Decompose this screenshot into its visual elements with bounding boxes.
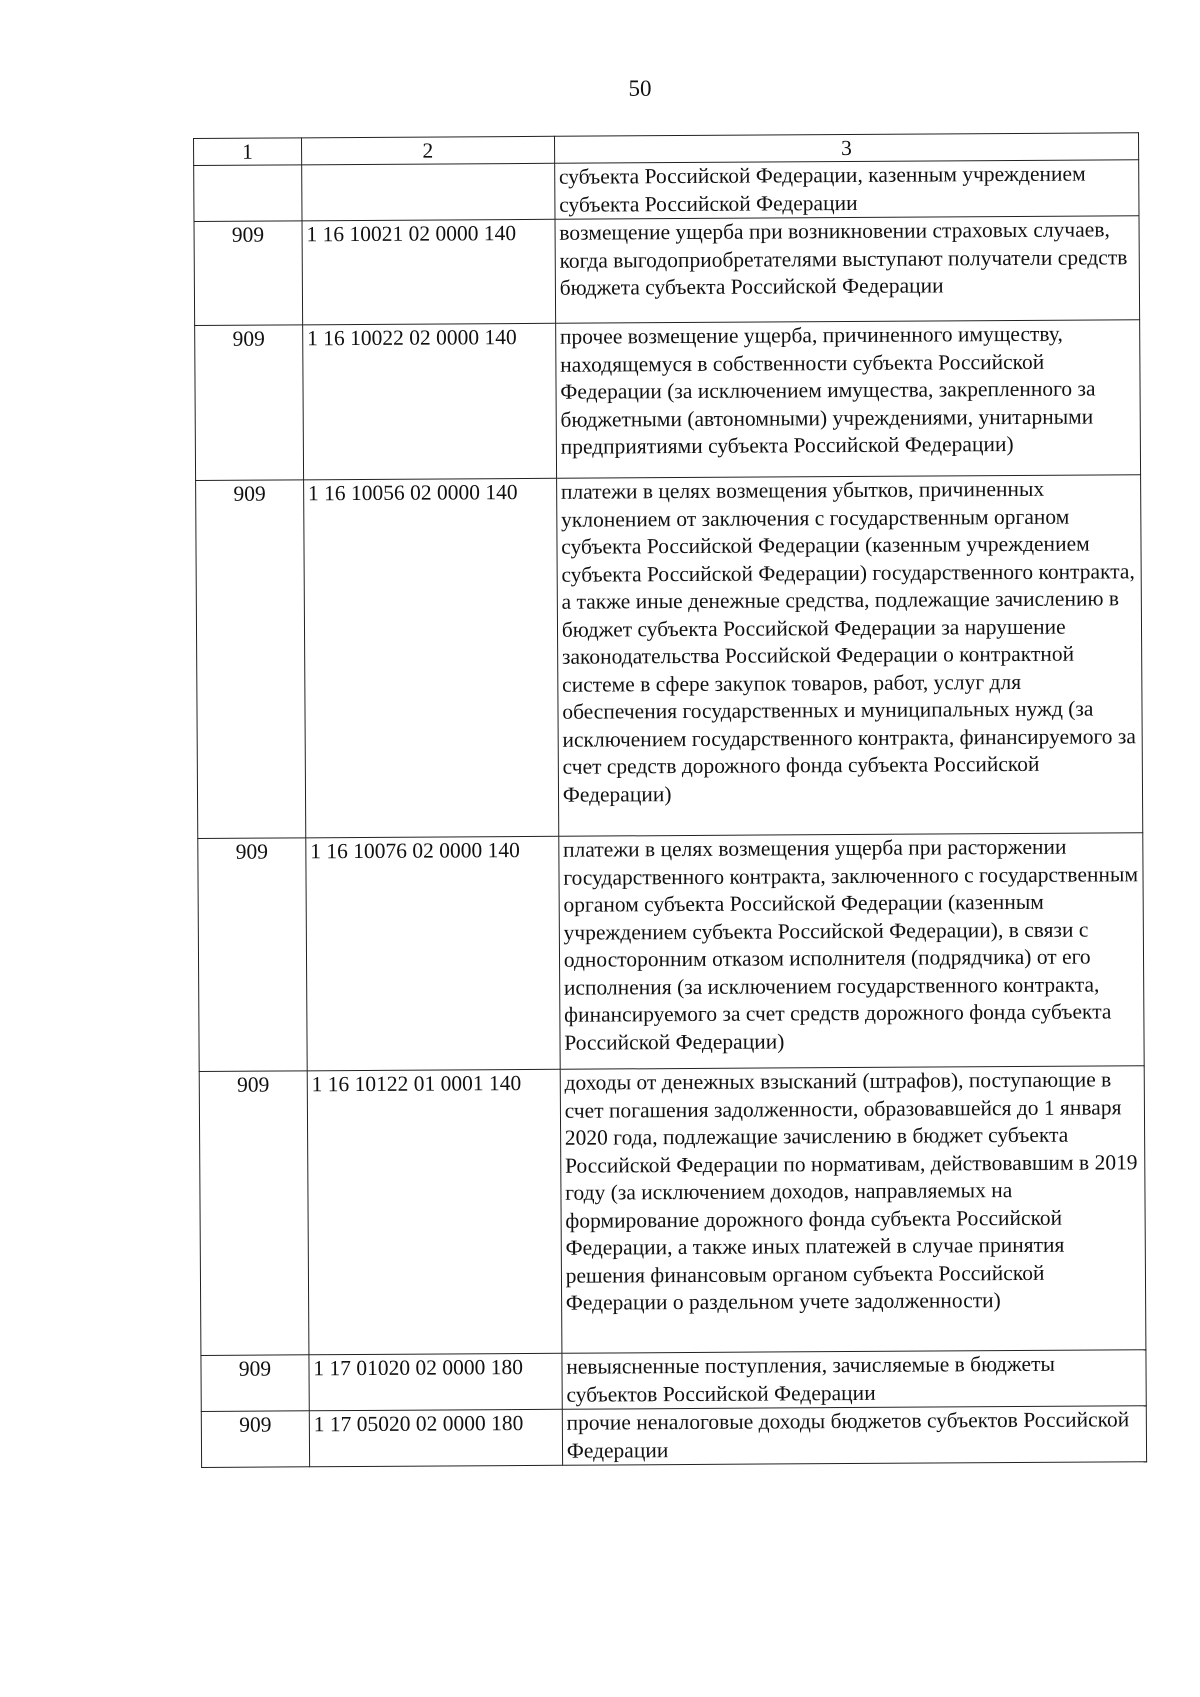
admin-code-cell: 909 [194,221,302,326]
table-row [195,320,1141,481]
budget-code-cell: 1 16 10076 02 0000 140 [306,836,560,1071]
table-row [198,833,1144,1072]
table-row [194,216,1140,326]
income-codes-table [193,132,1147,1468]
table-row [201,1350,1146,1412]
page-number: 50 [628,76,652,101]
table-row [199,1066,1146,1356]
table-row [201,1406,1146,1468]
description-cell: прочие неналоговые доходы бюджетов субъектов Российской Федерации [562,1406,1147,1466]
table-row [196,475,1143,839]
description-cell: платежи в целях возмещения убытков, причиненных уклонением от заключения с государственным органом субъекта Российской Федерации (казенным учреждением субъекта Российской Федерации) государственного контракта, а также иные денежные средства, подлежащие зачислению в бюджет субъекта Российской Федерации за нарушение законодательства Российской Федерации о контрактной системе в сфере закупок товаров, работ, услуг для обеспечения государственных и муниципальных нужд (за исключением государственного контракта, финансируемого за счет средств дорожного фонда субъекта Российской Федерации) [556,475,1142,837]
budget-code-cell: 1 16 10022 02 0000 140 [302,323,556,480]
budget-code-cell: 1 17 01020 02 0000 180 [309,1353,562,1411]
description-cell: доходы от денежных взысканий (штрафов), поступающие в счет погашения задолженности, образовавшейся до 1 января 2020 года, подлежащие зачислению в бюджет субъекта Российской Федерации по нормативам, действовавшим в 2019 году (за исключением доходов, направляемых на формирование дорожного фонда субъекта Российской Федерации, а также иных платежей в случае принятия решения финансовым органом субъекта Российской Федерации о раздельном учете задолженности) [560,1066,1146,1354]
description-cell: субъекта Российской Федерации, казенным учреждением субъекта Российской Федерации [554,160,1139,220]
admin-code-cell: 909 [195,325,304,481]
column-header-3: 3 [554,133,1138,164]
budget-code-cell: 1 16 10056 02 0000 140 [303,478,558,838]
admin-code-cell: 909 [199,1071,309,1356]
column-header-1: 1 [194,138,302,166]
description-cell: невыясненные поступления, зачисляемые в бюджеты субъектов Российской Федерации [562,1350,1147,1410]
budget-code-cell [302,163,555,221]
budget-code-cell: 1 17 05020 02 0000 180 [309,1409,562,1467]
admin-code-cell: 909 [201,1411,309,1468]
admin-code-cell: 909 [201,1355,309,1412]
description-cell: платежи в целях возмещения ущерба при расторжении государственного контракта, заключенного с государственным органом субъекта Российской Федерации (казенным учреждением субъекта Российской Федерации), в связи с односторонним отказом исполнителя (подрядчика) от его исполнения (за исключением государственного контракта, финансируемого за счет средств дорожного фонда субъекта Российской Федерации) [559,833,1145,1070]
budget-code-cell: 1 16 10021 02 0000 140 [302,219,556,325]
admin-code-cell: 909 [198,838,307,1072]
admin-code-cell: 909 [196,480,306,839]
admin-code-cell [194,165,302,222]
table-row [194,160,1139,222]
budget-code-cell: 1 16 10122 01 0001 140 [307,1069,562,1355]
description-cell: возмещение ущерба при возникновении страховых случаев, когда выгодоприобретателями выступают получатели средств бюджета субъекта Российской Федерации [555,216,1140,324]
description-cell: прочее возмещение ущерба, причиненного имуществу, находящемуся в собственности субъекта Российской Федерации (за исключением имущества, закрепленного за бюджетными (автономными) учреждениями, унитарными предприятиями субъекта Российской Федерации) [555,320,1140,479]
column-header-2: 2 [301,136,554,165]
